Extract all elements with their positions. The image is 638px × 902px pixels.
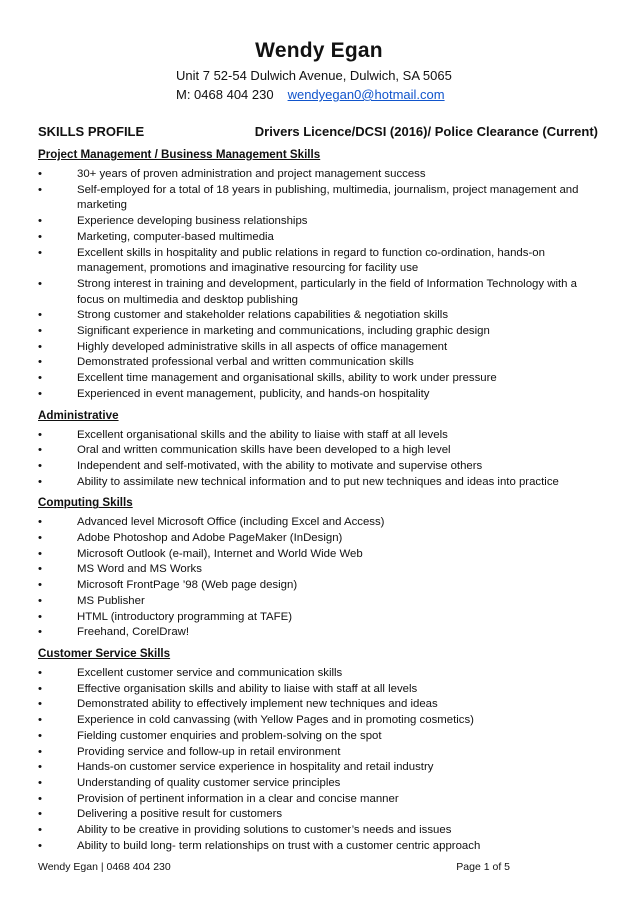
list-item-text: MS Word and MS Works xyxy=(77,563,202,576)
bullet-list xyxy=(38,167,603,403)
list-item-text: Oral and written communication skills have been developed to a high level xyxy=(77,444,451,457)
list-item xyxy=(38,428,603,444)
list-item-text: Ability to build long- term relationships on trust with a customer centric approach xyxy=(77,839,481,852)
list-item-text: Demonstrated professional verbal and written communication skills xyxy=(77,356,414,369)
skills-section xyxy=(38,646,603,854)
list-item xyxy=(38,547,603,563)
candidate-name: Wendy Egan xyxy=(255,39,383,62)
list-item xyxy=(38,515,603,531)
bullet-icon: • xyxy=(38,682,42,695)
skills-section xyxy=(38,147,603,403)
list-item xyxy=(38,277,603,308)
list-item xyxy=(38,531,603,547)
bullet-list xyxy=(38,428,603,491)
bullet-icon: • xyxy=(38,563,42,576)
bullet-icon: • xyxy=(38,309,42,322)
list-item-text: Strong customer and stakeholder relations capabilities & negotiation skills xyxy=(77,309,449,322)
bullet-icon: • xyxy=(38,277,42,290)
list-item xyxy=(38,324,603,340)
bullet-icon: • xyxy=(38,444,42,457)
list-item xyxy=(38,183,603,214)
bullet-icon: • xyxy=(38,776,42,789)
bullet-icon: • xyxy=(38,610,42,623)
list-item-text: Excellent customer service and communication skills xyxy=(77,666,343,679)
bullet-icon: • xyxy=(38,372,42,385)
list-item xyxy=(38,625,603,641)
list-item xyxy=(38,355,603,371)
contact-line xyxy=(176,87,445,102)
bullet-icon: • xyxy=(38,428,42,441)
list-item xyxy=(38,729,603,745)
list-item-text: Hands-on customer service experience in hospitality and retail industry xyxy=(77,761,434,774)
bullet-list xyxy=(38,666,603,854)
skills-profile-title: SKILLS PROFILE xyxy=(38,124,145,139)
bullet-icon: • xyxy=(38,246,42,259)
list-item-text: Excellent organisational skills and the ability to liaise with staff at all levels xyxy=(77,428,448,441)
list-item xyxy=(38,682,603,698)
list-item xyxy=(38,578,603,594)
bullet-icon: • xyxy=(38,168,42,180)
section-title: Project Management / Business Management Skills xyxy=(38,148,321,161)
list-item xyxy=(38,760,603,776)
list-item-text: Provision of pertinent information in a clear and concise manner xyxy=(77,792,399,805)
list-item-text: Understanding of quality customer service principles xyxy=(77,776,341,789)
list-item xyxy=(38,167,603,183)
list-item xyxy=(38,807,603,823)
list-item-text: Providing service and follow-up in retail environment xyxy=(77,745,341,758)
list-item-text: Experience in cold canvassing (with Yellow Pages and in promoting cosmetics) xyxy=(77,714,474,727)
bullet-icon: • xyxy=(38,532,42,545)
bullet-icon: • xyxy=(38,183,42,196)
list-item-text: Significant experience in marketing and communications, including graphic design xyxy=(77,325,490,338)
list-item-text: Experience developing business relationships xyxy=(77,215,308,228)
bullet-icon: • xyxy=(38,729,42,742)
list-item xyxy=(38,713,603,729)
list-item-text: Ability to be creative in providing solutions to customer’s needs and issues xyxy=(77,824,452,837)
bullet-icon: • xyxy=(38,547,42,560)
skills-sections xyxy=(38,147,603,854)
list-item-text: Effective organisation skills and ability to liaise with staff at all levels xyxy=(77,682,418,695)
bullet-icon: • xyxy=(38,475,42,488)
list-item xyxy=(38,745,603,761)
list-item-text: MS Publisher xyxy=(77,594,145,607)
bullet-icon: • xyxy=(38,325,42,338)
list-item xyxy=(38,475,603,491)
bullet-icon: • xyxy=(38,808,42,821)
list-item xyxy=(38,308,603,324)
bullet-icon: • xyxy=(38,792,42,805)
section-title: Computing Skills xyxy=(38,496,133,510)
bullet-icon: • xyxy=(38,626,42,639)
list-item xyxy=(38,246,603,277)
list-item-text: 30+ years of proven administration and project management success xyxy=(77,168,426,180)
bullet-icon: • xyxy=(38,459,42,472)
list-item-text: Freehand, CorelDraw! xyxy=(77,626,190,639)
list-item xyxy=(38,459,603,475)
list-item-text: Ability to assimilate new technical information and to put new techniques and ideas into practice xyxy=(77,475,559,488)
list-item-text: HTML (introductory programming at TAFE) xyxy=(77,610,293,623)
skills-section xyxy=(38,495,603,641)
bullet-icon: • xyxy=(38,745,42,758)
skills-profile-header xyxy=(38,124,598,142)
skills-section xyxy=(38,408,603,491)
bullet-icon: • xyxy=(38,340,42,353)
list-item xyxy=(38,823,603,839)
list-item xyxy=(38,594,603,610)
list-item-text: Delivering a positive result for customers xyxy=(77,808,283,821)
licence-clearance: Drivers Licence/DCSI (2016)/ Police Clearance (Current) xyxy=(254,124,598,139)
bullet-icon: • xyxy=(38,839,42,852)
list-item-text: Microsoft FrontPage ’98 (Web page design) xyxy=(77,579,298,592)
list-item-text: Self-employed for a total of 18 years in publishing, multimedia, journalism, project management and marketing xyxy=(77,183,579,212)
list-item xyxy=(38,230,603,246)
list-item xyxy=(38,697,603,713)
bullet-icon: • xyxy=(38,824,42,837)
email-link[interactable]: wendyegan0@hotmail.com xyxy=(287,87,445,102)
section-title: Customer Service Skills xyxy=(38,646,171,660)
list-item xyxy=(38,214,603,230)
bullet-icon: • xyxy=(38,594,42,607)
bullet-icon: • xyxy=(38,666,42,679)
list-item-text: Highly developed administrative skills in all aspects of office management xyxy=(77,340,448,353)
list-item-text: Fielding customer enquiries and problem-solving on the spot xyxy=(77,729,382,742)
bullet-icon: • xyxy=(38,230,42,243)
list-item xyxy=(38,666,603,682)
list-item xyxy=(38,610,603,626)
bullet-icon: • xyxy=(38,714,42,727)
list-item xyxy=(38,340,603,356)
list-item-text: Independent and self-motivated, with the ability to motivate and supervise others xyxy=(77,459,483,472)
bullet-icon: • xyxy=(38,356,42,369)
bullet-icon: • xyxy=(38,387,42,400)
bullet-icon: • xyxy=(38,579,42,592)
bullet-icon: • xyxy=(38,215,42,228)
page-number: Page 1 of 5 xyxy=(456,861,510,873)
list-item xyxy=(38,371,603,387)
list-item-text: Strong interest in training and development, particularly in the field of Information Technology with a focus on multimedia and desktop publishing xyxy=(77,277,577,306)
list-item xyxy=(38,776,603,792)
list-item xyxy=(38,792,603,808)
list-item xyxy=(38,387,603,403)
address: Unit 7 52-54 Dulwich Avenue, Dulwich, SA 5065 xyxy=(176,68,452,83)
footer-contact: Wendy Egan | 0468 404 230 xyxy=(38,861,171,873)
section-title: Administrative xyxy=(38,408,119,422)
list-item-text: Excellent skills in hospitality and public relations in regard to function co-ordination, hands-on management, promotions and imaginative resourcing for facility use xyxy=(77,246,545,275)
list-item-text: Marketing, computer-based multimedia xyxy=(77,230,274,243)
list-item-text: Advanced level Microsoft Office (including Excel and Access) xyxy=(77,516,385,529)
bullet-icon: • xyxy=(38,761,42,774)
list-item-text: Experienced in event management, publicity, and hands-on hospitality xyxy=(77,387,430,400)
list-item xyxy=(38,562,603,578)
list-item-text: Microsoft Outlook (e-mail), Internet and World Wide Web xyxy=(77,547,363,560)
list-item-text: Adobe Photoshop and Adobe PageMaker (InDesign) xyxy=(77,532,343,545)
list-item-text: Excellent time management and organisational skills, ability to work under pressure xyxy=(77,372,497,385)
bullet-list xyxy=(38,515,603,641)
list-item-text: Demonstrated ability to effectively implement new techniques and ideas xyxy=(77,698,438,711)
bullet-icon: • xyxy=(38,698,42,711)
list-item xyxy=(38,839,603,855)
bullet-icon: • xyxy=(38,516,42,529)
phone-number: M: 0468 404 230 xyxy=(176,87,274,102)
list-item xyxy=(38,443,603,459)
